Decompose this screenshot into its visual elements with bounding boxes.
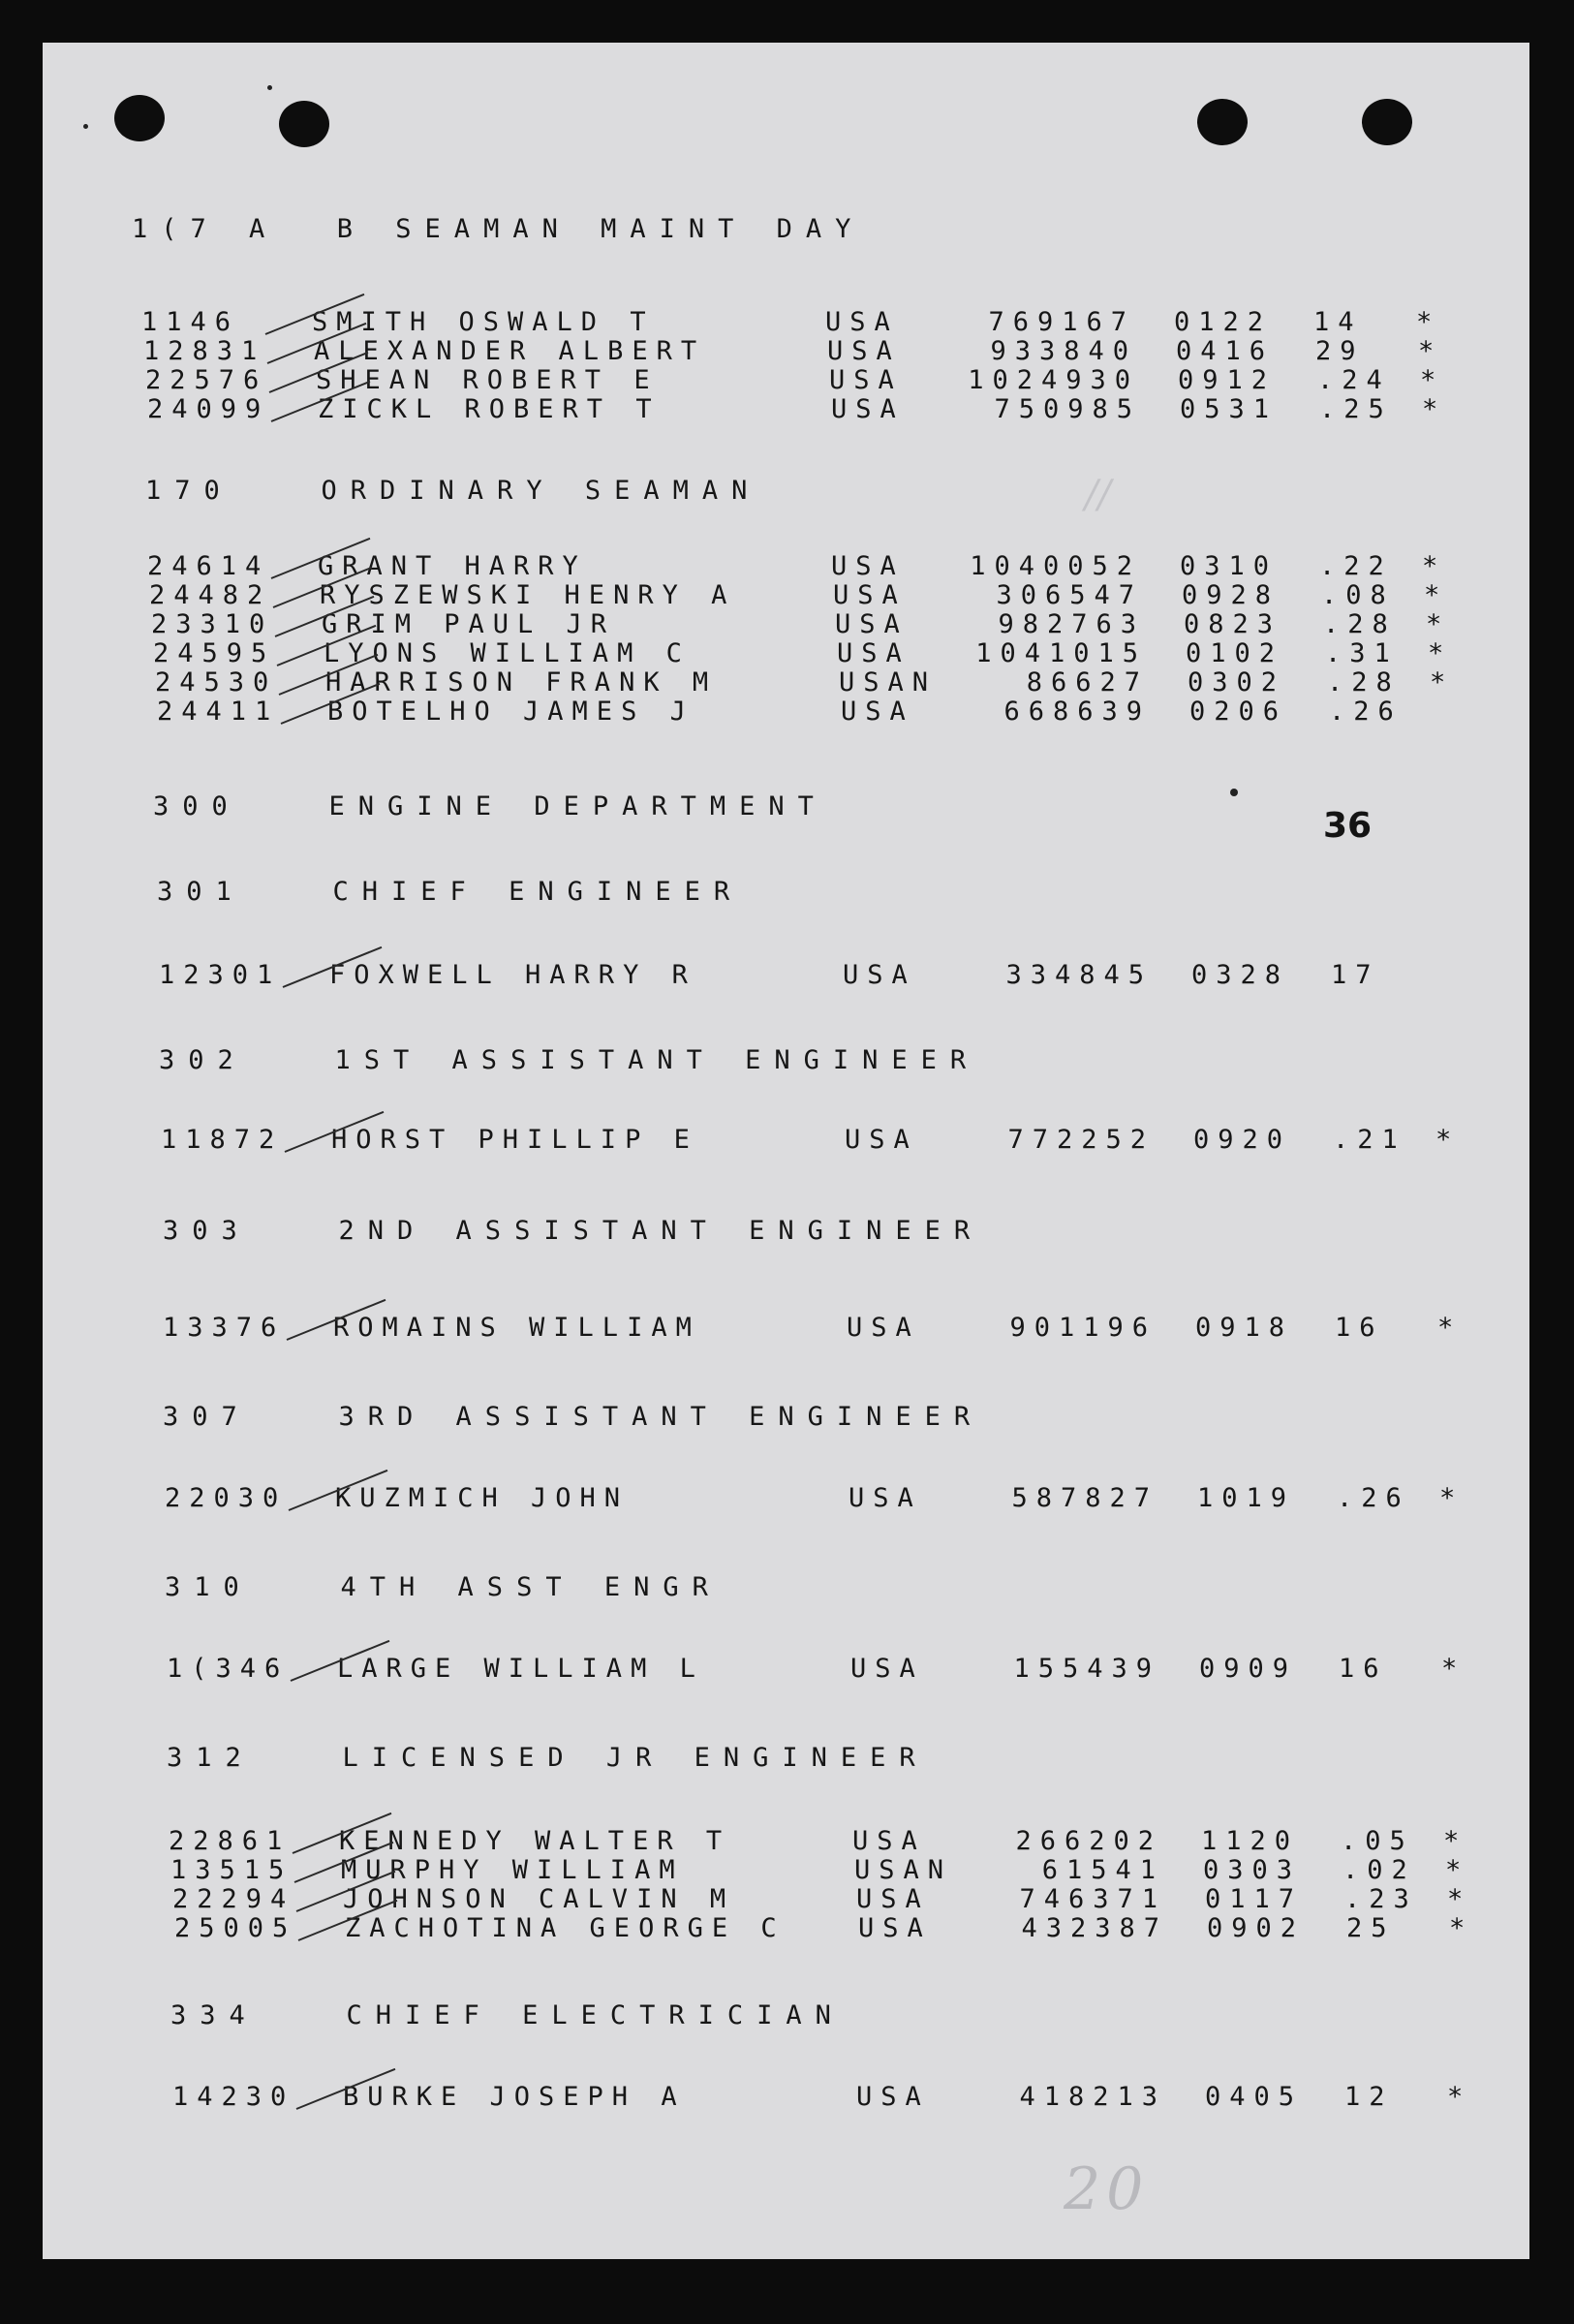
crew-nationality: USA (843, 960, 916, 990)
crew-id: 11872 (161, 1125, 284, 1155)
crew-mark: * (1447, 1884, 1472, 1914)
crew-name: MURPHY WILLIAM (341, 1855, 684, 1885)
crew-nationality: USA (841, 697, 914, 727)
crew-name: SMITH OSWALD T (312, 307, 655, 337)
crew-number: 982763 (998, 609, 1145, 639)
crew-nationality: USA (829, 365, 903, 395)
crew-code: 0102 (1186, 638, 1284, 668)
crew-nationality: USA (827, 336, 901, 366)
crew-name: HARRISON FRANK M (325, 667, 718, 697)
crew-name: KENNEDY WALTER T (339, 1826, 731, 1856)
crew-id: 13376 (163, 1313, 286, 1343)
crew-nationality: USA (835, 609, 909, 639)
crew-mark: * (1443, 1826, 1468, 1856)
crew-code: 1120 (1201, 1826, 1300, 1856)
section-310: 310 4TH ASST ENGR (165, 1572, 722, 1602)
crew-name: JOHNSON CALVIN M (343, 1884, 735, 1914)
crew-code: 0310 (1180, 551, 1279, 581)
crew-nationality: USA (825, 307, 899, 337)
crew-code: 0909 (1199, 1654, 1298, 1684)
crew-id: 14230 (172, 2082, 295, 2112)
crew-id: 22294 (172, 1884, 295, 1914)
crew-code: 1019 (1197, 1483, 1296, 1513)
crew-mark: * (1447, 2082, 1472, 2112)
crew-code: 0912 (1178, 365, 1277, 395)
crew-nationality: USA (845, 1125, 918, 1155)
crew-number: 901196 (1009, 1313, 1157, 1343)
crew-number: 1041015 (975, 638, 1147, 668)
crew-id: 22576 (145, 365, 268, 395)
crew-value: .02 (1343, 1855, 1416, 1885)
crew-number: 266202 (1015, 1826, 1162, 1856)
crew-number: 587827 (1011, 1483, 1158, 1513)
crew-nationality: USA (856, 1884, 930, 1914)
crew-id: 22030 (165, 1483, 288, 1513)
crew-id: 24530 (155, 667, 278, 697)
section-170: 170 ORDINARY SEAMAN (145, 476, 761, 506)
crew-value: 17 (1331, 960, 1380, 990)
crew-code: 0122 (1174, 307, 1273, 337)
crew-code: 0823 (1184, 609, 1282, 639)
crew-id: 22861 (169, 1826, 292, 1856)
crew-value: .28 (1327, 667, 1401, 697)
crew-nationality: USA (858, 1913, 932, 1943)
crew-code: 0303 (1203, 1855, 1302, 1885)
crew-code: 0918 (1195, 1313, 1294, 1343)
crew-id: 1(346 (167, 1654, 290, 1684)
crew-mark: * (1426, 609, 1451, 639)
crew-nationality: USA (833, 580, 907, 610)
crew-id: 24411 (157, 697, 280, 727)
crew-value: .31 (1325, 638, 1399, 668)
crew-code: 0920 (1193, 1125, 1292, 1155)
crew-row (147, 395, 1503, 424)
crew-name: HORST PHILLIP E (331, 1125, 698, 1155)
crew-name: BOTELHO JAMES J (327, 697, 694, 727)
crew-number: 418213 (1019, 2082, 1166, 2112)
crew-value: .23 (1344, 1884, 1418, 1914)
pencil-annotation: 20 (1064, 2155, 1150, 2223)
crew-nationality: USAN (854, 1855, 953, 1885)
crew-value: .05 (1341, 1826, 1414, 1856)
crew-number: 61541 (1041, 1855, 1164, 1885)
crew-nationality: USA (837, 638, 910, 668)
crew-name: LYONS WILLIAM C (324, 638, 691, 668)
section-307: 307 3RD ASSISTANT ENGINEER (163, 1402, 984, 1432)
crew-value: .26 (1337, 1483, 1410, 1513)
crew-id: 23310 (151, 609, 274, 639)
crew-code: 0302 (1188, 667, 1286, 697)
crew-number: 750985 (994, 394, 1141, 424)
crew-number: 933840 (990, 336, 1137, 366)
crew-nationality: USA (831, 394, 905, 424)
crew-id: 12831 (143, 336, 266, 366)
crew-id: 25005 (174, 1913, 297, 1943)
crew-name: ROMAINS WILLIAM (333, 1313, 700, 1343)
crew-name: GRANT HARRY (318, 551, 587, 581)
crew-mark: * (1445, 1855, 1470, 1885)
crew-mark: * (1424, 580, 1449, 610)
crew-number: 155439 (1013, 1654, 1160, 1684)
crew-code: 0117 (1205, 1884, 1304, 1914)
crew-number: 772252 (1007, 1125, 1155, 1155)
crew-nationality: USA (852, 1826, 926, 1856)
crew-value: .21 (1333, 1125, 1406, 1155)
crew-value: 16 (1339, 1654, 1388, 1684)
crew-mark: * (1428, 638, 1453, 668)
crew-mark: * (1420, 365, 1445, 395)
crew-code: 0902 (1207, 1913, 1306, 1943)
crew-number: 334845 (1005, 960, 1153, 990)
crew-value: .24 (1317, 365, 1391, 395)
crew-row (165, 1484, 1521, 1513)
crew-mark: * (1449, 1913, 1474, 1943)
crew-number: 1040052 (970, 551, 1141, 581)
crew-row (161, 1126, 1517, 1155)
crew-nationality: USA (831, 551, 905, 581)
crew-id: 24614 (147, 551, 270, 581)
crew-name: KUZMICH JOHN (335, 1483, 630, 1513)
crew-number: 432387 (1021, 1913, 1168, 1943)
crew-code: 0531 (1180, 394, 1279, 424)
crew-name: SHEAN ROBERT E (316, 365, 659, 395)
crew-row (174, 1914, 1530, 1943)
crew-number: 746371 (1019, 1884, 1166, 1914)
section-301: 301 CHIEF ENGINEER (157, 877, 744, 907)
crew-value: .08 (1321, 580, 1395, 610)
crew-row (159, 961, 1515, 990)
crew-id: 24595 (153, 638, 276, 668)
crew-row (167, 1655, 1523, 1684)
crew-number: 1024930 (968, 365, 1139, 395)
crew-nationality: USA (849, 1483, 922, 1513)
section-303: 303 2ND ASSISTANT ENGINEER (163, 1216, 984, 1246)
crew-value: .25 (1319, 394, 1393, 424)
crew-number: 306547 (996, 580, 1143, 610)
crew-value: 12 (1344, 2082, 1394, 2112)
crew-number: 769167 (988, 307, 1135, 337)
crew-number: 668639 (1003, 697, 1151, 727)
crew-value: 14 (1313, 307, 1363, 337)
crew-nationality: USAN (839, 667, 938, 697)
crew-value: 25 (1346, 1913, 1396, 1943)
crew-mark: * (1439, 1483, 1465, 1513)
crew-code: 0405 (1205, 2082, 1304, 2112)
crew-name: LARGE WILLIAM L (337, 1654, 704, 1684)
crew-name: GRIM PAUL JR (322, 609, 616, 639)
section-312: 312 LICENSED JR ENGINEER (167, 1743, 929, 1773)
crew-value: 29 (1315, 336, 1365, 366)
crew-row (157, 697, 1513, 727)
section-302: 302 1ST ASSISTANT ENGINEER (159, 1045, 980, 1075)
crew-value: 16 (1335, 1313, 1384, 1343)
crew-id: 13515 (170, 1855, 293, 1885)
section-header: 1(7 A B SEAMAN MAINT DAY (132, 214, 865, 244)
crew-nationality: USA (850, 1654, 924, 1684)
page-number: 36 (1323, 806, 1373, 846)
crew-number: 86627 (1026, 667, 1149, 697)
crew-mark: * (1422, 551, 1447, 581)
crew-name: FOXWELL HARRY R (329, 960, 696, 990)
crew-name: BURKE JOSEPH A (343, 2082, 686, 2112)
crew-name: RYSZEWSKI HENRY A (320, 580, 736, 610)
crew-nationality: USA (856, 2082, 930, 2112)
crew-row (163, 1314, 1519, 1343)
crew-mark: * (1418, 336, 1443, 366)
crew-code: 0928 (1182, 580, 1281, 610)
crew-code: 0206 (1189, 697, 1288, 727)
crew-mark: * (1435, 1125, 1461, 1155)
crew-name: ALEXANDER ALBERT (314, 336, 706, 366)
crew-nationality: USA (847, 1313, 920, 1343)
crew-mark: * (1416, 307, 1441, 337)
crew-value: .28 (1323, 609, 1397, 639)
crew-value: .26 (1329, 697, 1403, 727)
section-300: 300 ENGINE DEPARTMENT (153, 791, 827, 821)
crew-mark: * (1422, 394, 1447, 424)
crew-mark: * (1437, 1313, 1463, 1343)
crew-mark: * (1441, 1654, 1466, 1684)
crew-mark: * (1430, 667, 1455, 697)
pencil-mark: // (1085, 473, 1111, 517)
section-334: 334 CHIEF ELECTRICIAN (170, 2000, 845, 2030)
crew-name: ZICKL ROBERT T (318, 394, 661, 424)
crew-id: 12301 (159, 960, 282, 990)
crew-code: 0328 (1191, 960, 1290, 990)
crew-code: 0416 (1176, 336, 1275, 366)
crew-id: 1146 (141, 307, 240, 337)
crew-row (172, 2083, 1528, 2112)
crew-id: 24482 (149, 580, 272, 610)
crew-name: ZACHOTINA GEORGE C (345, 1913, 786, 1943)
crew-id: 24099 (147, 394, 270, 424)
crew-value: .22 (1319, 551, 1393, 581)
